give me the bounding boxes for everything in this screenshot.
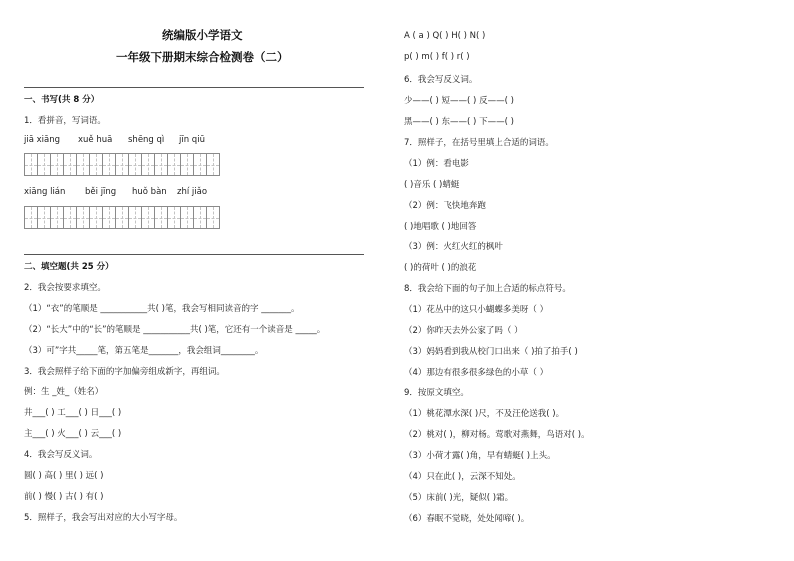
exam-title-line1: 统编版小学语文 <box>162 28 243 42</box>
q5-instruction: 5．照样子，我会写出对应的大小写字母。 <box>24 513 183 523</box>
pinyin-2: xuě huā <box>78 135 113 145</box>
q7-row-1: ( )音乐 ( )蜻蜓 <box>404 180 460 190</box>
q2-instruction: 2．我会按要求填空。 <box>24 283 106 293</box>
q4-instruction: 4．我会写反义词。 <box>24 450 98 460</box>
q9-instruction: 9．按原文填空。 <box>404 388 469 398</box>
pinyin-7: huǒ bàn <box>132 187 167 197</box>
q8-instruction: 8．我会给下面的句子加上合适的标点符号。 <box>404 284 571 294</box>
q4-row-1: 圆( ) 高( ) 里( ) 远( ) <box>24 471 104 481</box>
section2-heading: 二、填空题(共 25 分） <box>24 262 114 272</box>
q8-item-3: （3）妈妈看到我从校门口出来（ )拍了拍手( ) <box>404 347 578 357</box>
q7-row-3: ( )的荷叶 ( )的浪花 <box>404 263 477 273</box>
q9-item-1: （1）桃花潭水深( )尺，不及汪伦送我( )。 <box>404 409 565 419</box>
q2-item-3: （3）可”字共_____笔，第五笔是_______，我会组词________。 <box>24 346 264 356</box>
q6-row-2: 黑——( ) 东——( ) 下——( ) <box>404 117 514 127</box>
section1-divider <box>24 87 364 88</box>
pinyin-4: jīn qiū <box>179 135 205 145</box>
q3-row-2: 主___( ) 火___( ) 云___( ) <box>24 429 122 439</box>
q9-item-2: （2）桃对( )，柳对杨。莺歌对燕舞，鸟语对( )。 <box>404 430 590 440</box>
writing-grid-row1[interactable] <box>24 153 219 176</box>
q6-row-1: 少——( ) 短——( ) 反——( ) <box>404 96 514 106</box>
q3-row-1: 井___( ) 工___( ) 日___( ) <box>24 408 122 418</box>
q2-item-1: （1）“衣”的笔顺是 ___________共( )笔，我会写相同读音的字 _______。 <box>24 304 300 314</box>
pinyin-8: zhí jiǎo <box>177 187 208 197</box>
pinyin-1: jiā xiāng <box>24 135 61 145</box>
q5-row-1: A ( a ) Q( ) H( ) N( ) <box>404 31 486 41</box>
q6-instruction: 6．我会写反义词。 <box>404 75 478 85</box>
q9-item-3: （3）小荷才露( )角，早有蜻蜓( )上头。 <box>404 451 556 461</box>
q3-instruction: 3．我会照样子给下面的字加偏旁组成新字，再组词。 <box>24 367 225 377</box>
pinyin-5: xiāng lián <box>24 187 66 197</box>
q8-item-1: （1）花丛中的这只小蝴蝶多美呀（ ） <box>404 305 549 315</box>
q7-instruction: 7．照样子，在括号里填上合适的词语。 <box>404 138 554 148</box>
pinyin-6: běi jīng <box>85 187 117 197</box>
pinyin-3: shēng qì <box>128 135 165 145</box>
q7-example-3: （3）例：火红火红的枫叶 <box>404 242 503 252</box>
q7-example-2: （2）例：飞快地奔跑 <box>404 201 486 211</box>
section1-heading: 一、书写(共 8 分） <box>24 95 100 105</box>
q7-row-2: ( )地唱歌 ( )地回答 <box>404 222 477 232</box>
q9-item-5: （5）床前( )光，疑似( )霜。 <box>404 493 514 503</box>
question-1: 1．看拼音，写词语。 <box>24 116 106 126</box>
q8-item-4: （4）那边有很多很多绿色的小草（ ） <box>404 368 549 378</box>
q9-item-6: （6）春眠不觉晓，处处闻啼( )。 <box>404 514 530 524</box>
section2-divider <box>24 254 364 255</box>
writing-grid-row2[interactable] <box>24 206 219 229</box>
q8-item-2: （2）你昨天去外公家了吗（ ） <box>404 326 523 336</box>
q5-row-2: p( ) m( ) f( ) r( ) <box>404 52 470 62</box>
q3-example: 例：生 _姓_（姓名） <box>24 387 104 397</box>
q2-item-2: （2）“长大”中的“长”的笔顺是 ___________共( )笔，它还有一个读音是 _____。 <box>24 325 326 335</box>
q9-item-4: （4）只在此( )，云深不知处。 <box>404 472 521 482</box>
exam-title-line2: 一年级下册期末综合检测卷（二） <box>116 50 289 64</box>
q7-example-1: （1）例：看电影 <box>404 159 469 169</box>
q4-row-2: 前( ) 慢( ) 古( ) 有( ) <box>24 492 104 502</box>
